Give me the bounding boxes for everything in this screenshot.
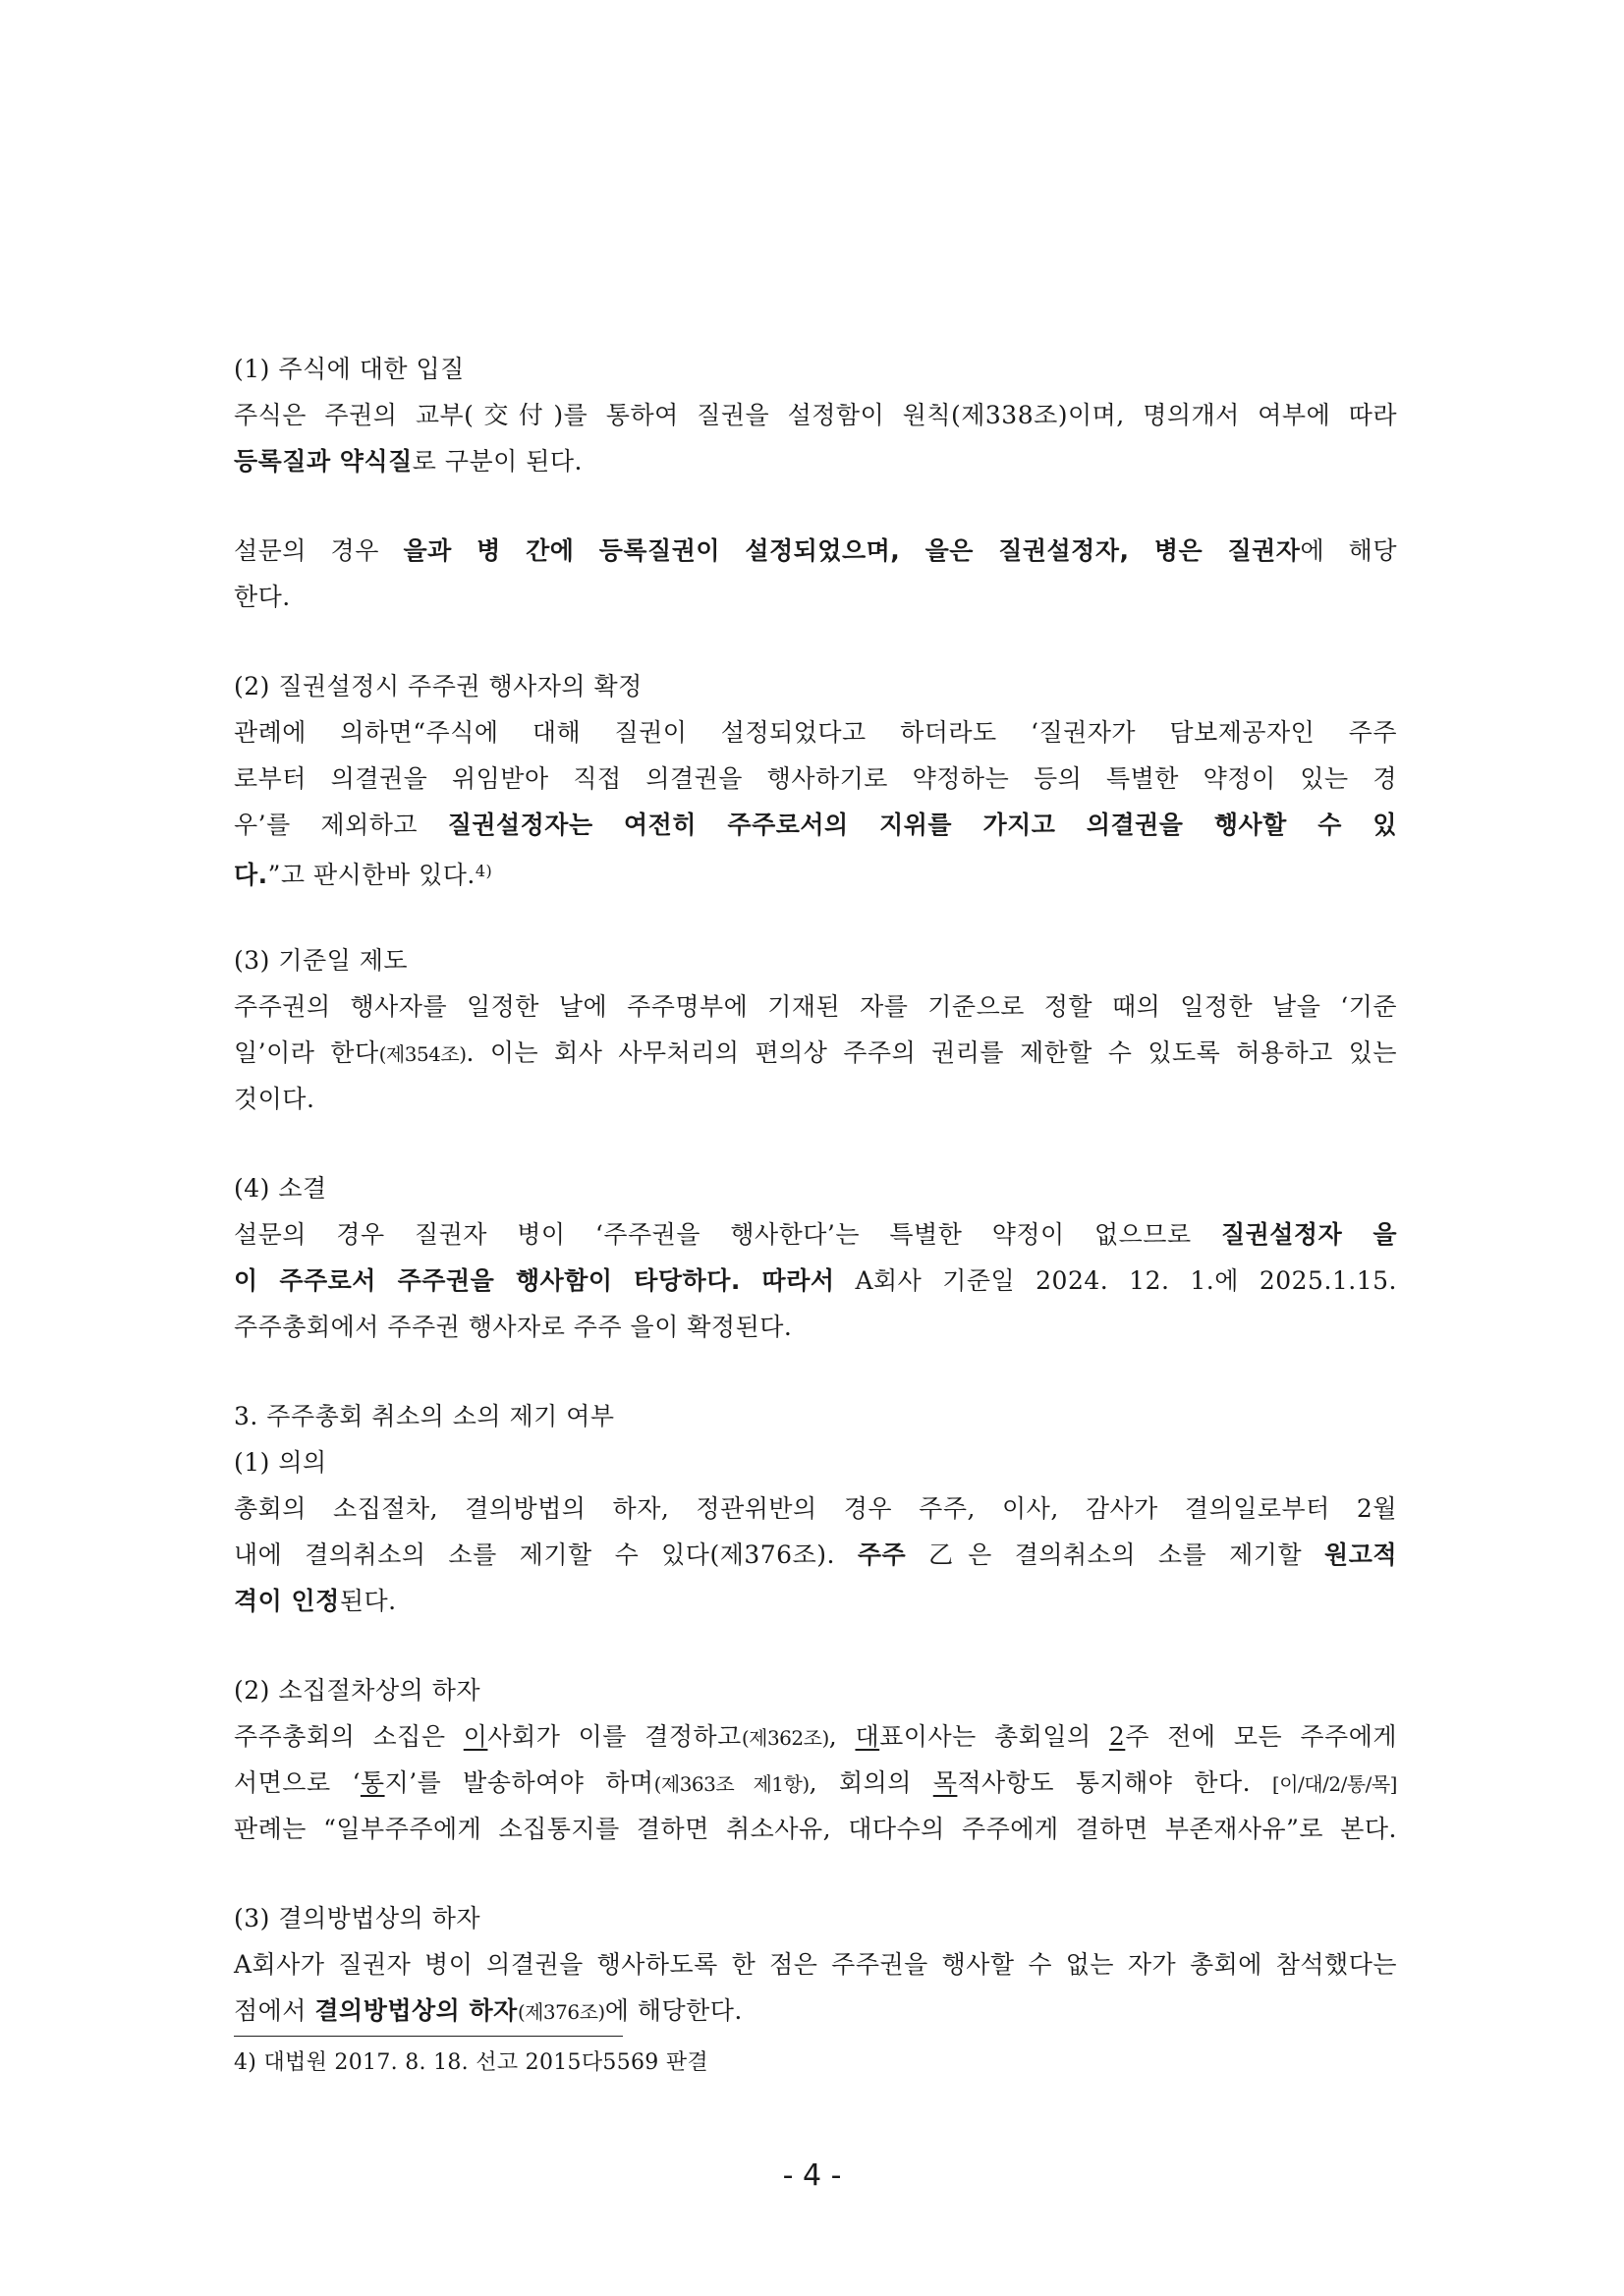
spacer xyxy=(234,484,1397,528)
spacer xyxy=(234,1122,1397,1165)
text-run: 서면으로 ‘ xyxy=(234,1768,361,1797)
footnote-reference[interactable]: 4) xyxy=(475,862,493,880)
section-4-title: (4) 소결 xyxy=(234,1174,327,1203)
page-number: - 4 - xyxy=(782,2158,842,2193)
text-run: 주주총회의 소집은 xyxy=(234,1722,464,1751)
text-run: 내에 결의취소의 소를 제기할 수 있다(제376조). xyxy=(234,1540,858,1569)
paragraph-line: 판례는 “일부주주에게 소집통지를 결하면 취소사유, 대다수의 주주에게 결하면 부존재사유”로 본다. xyxy=(234,1815,1397,1843)
text-run: 에 해당 xyxy=(1300,536,1397,565)
spacer xyxy=(234,1852,1397,1895)
text-run: 로 구분이 된다. xyxy=(412,447,584,476)
paragraph-line xyxy=(234,1988,1397,2034)
paragraph-line: 주주총회에서 주주권 행사자로 주주 을이 확정된다. xyxy=(234,1313,793,1341)
text-run: 에 해당한다. xyxy=(604,1996,743,2025)
text-run: 적사항도 통지해야 한다. xyxy=(957,1768,1252,1797)
paragraph-line xyxy=(234,1211,1397,1258)
subsection-title: (2) 소집절차상의 하자 xyxy=(234,1676,481,1705)
bold-text: 질권설정자 을 xyxy=(1220,1220,1397,1249)
bold-text: 격이 인정 xyxy=(234,1587,340,1615)
text-run: , 회의의 xyxy=(809,1768,933,1797)
underlined-text: 통 xyxy=(360,1768,385,1797)
text-run: 우’를 제외하고 xyxy=(234,811,448,839)
paragraph-line xyxy=(234,1713,1397,1760)
paragraph-line xyxy=(234,1258,1397,1304)
paragraph-line: 총회의 소집절차, 결의방법의 하자, 정관위반의 경우 주주, 이사, 감사가 결의일로부터 2월 xyxy=(234,1494,1397,1523)
paragraph-line xyxy=(234,802,1397,848)
underlined-text: 대 xyxy=(855,1722,880,1751)
paragraph-line xyxy=(234,1532,1397,1578)
section-1-title: (1) 주식에 대한 입질 xyxy=(234,355,465,383)
underlined-text: 목 xyxy=(932,1768,958,1797)
article-reference: (제363조 제1항) xyxy=(653,1772,810,1796)
bold-text: 을과 병 간에 등록질권이 설정되었으며, 을은 질권설정자, 병은 질권자 xyxy=(403,536,1301,565)
subsection-title: (3) 결의방법상의 하자 xyxy=(234,1904,481,1932)
paragraph-line xyxy=(234,1578,1397,1624)
bold-text: 다. xyxy=(234,861,268,889)
section-2-title: (2) 질권설정시 주주권 행사자의 확정 xyxy=(234,672,643,700)
text-run: 설문의 경우 xyxy=(234,536,404,565)
text-run: 설문의 경우 질권자 병이 ‘주주권을 행사한다’는 특별한 약정이 없으므로 xyxy=(234,1220,1221,1249)
spacer xyxy=(234,1624,1397,1667)
text-run: 지’를 발송하여야 하며 xyxy=(384,1768,654,1797)
paragraph-line: A회사가 질권자 병이 의결권을 행사하도록 한 점은 주주권을 행사할 수 없는 자가 총회에 참석했다는 xyxy=(234,1950,1397,1979)
section-heading-3: 3. 주주총회 취소의 소의 제기 여부 xyxy=(234,1402,615,1430)
subsection-title: (1) 의의 xyxy=(234,1448,327,1477)
paragraph-line xyxy=(234,1030,1397,1076)
bold-text: 주주 xyxy=(857,1540,907,1569)
article-reference: (제376조) xyxy=(517,2000,605,2024)
spacer xyxy=(234,1350,1397,1393)
section-3-title: (3) 기준일 제도 xyxy=(234,946,409,975)
paragraph-line xyxy=(234,1760,1397,1806)
mnemonic-note: [이/대/2/통/목] xyxy=(1271,1772,1397,1796)
text-run: 주식은 주권의 교부(交付)를 통하여 질권을 설정함이 원칙(제338조)이며, 명의개서 여부에 따라 xyxy=(234,401,1397,429)
underlined-text: 2 xyxy=(1108,1722,1126,1751)
text-run: ”고 판시한바 있다. xyxy=(267,861,476,889)
paragraph-line xyxy=(234,438,1397,484)
bold-text: 질권설정자는 여전히 주주로서의 지위를 가지고 의결권을 행사할 수 있 xyxy=(447,811,1397,839)
paragraph-line: 로부터 의결권을 위임받아 직접 의결권을 행사하기로 약정하는 등의 특별한 약정이 있는 경 xyxy=(234,764,1397,793)
paragraph-line: 주주권의 행사자를 일정한 날에 주주명부에 기재된 자를 기준으로 정할 때의 일정한 날을 ‘기준 xyxy=(234,992,1397,1021)
paragraph-line: 관례에 의하면“주식에 대해 질권이 설정되었다고 하더라도 ‘질권자가 담보제공자인 주주 xyxy=(234,718,1397,747)
text-run: 사회가 이를 결정하고 xyxy=(487,1722,742,1751)
footnote: 4) 대법원 2017. 8. 18. 선고 2015다5569 판결 xyxy=(234,2050,708,2075)
text-run: 점에서 xyxy=(234,1996,315,2025)
bold-text: 원고적 xyxy=(1324,1540,1397,1569)
underlined-text: 이 xyxy=(463,1722,488,1751)
paragraph-line xyxy=(234,528,1397,574)
paragraph-line xyxy=(234,392,1397,438)
bold-text: 결의방법상의 하자 xyxy=(314,1996,518,2025)
text-run: , xyxy=(828,1722,856,1751)
paragraph-line: 한다. xyxy=(234,583,291,611)
text-run: A회사 기준일 2024. 12. 1.에 2025.1.15. xyxy=(834,1266,1397,1295)
bold-text: 등록질과 약식질 xyxy=(234,447,413,476)
footnote-separator xyxy=(234,2036,623,2037)
text-run: 된다. xyxy=(339,1587,397,1615)
bold-text: 이 주주로서 주주권을 행사함이 타당하다. 따라서 xyxy=(234,1266,835,1295)
spacer xyxy=(234,620,1397,663)
paragraph-line: 것이다. xyxy=(234,1085,315,1113)
text-run: 주 전에 모든 주주에게 xyxy=(1125,1722,1397,1751)
article-reference: (제362조) xyxy=(741,1726,829,1750)
text-run: 일’이라 한다 xyxy=(234,1038,379,1067)
body-text xyxy=(234,346,1397,2034)
spacer xyxy=(234,894,1397,937)
paragraph-line xyxy=(234,848,1397,894)
text-run: 乙은 결의취소의 소를 제기할 xyxy=(906,1540,1325,1569)
article-reference: (제354조) xyxy=(378,1042,467,1066)
text-run: 표이사는 총회일의 xyxy=(879,1722,1109,1751)
text-run: . 이는 회사 사무처리의 편의상 주주의 권리를 제한할 수 있도록 허용하고 있는 xyxy=(466,1038,1398,1067)
